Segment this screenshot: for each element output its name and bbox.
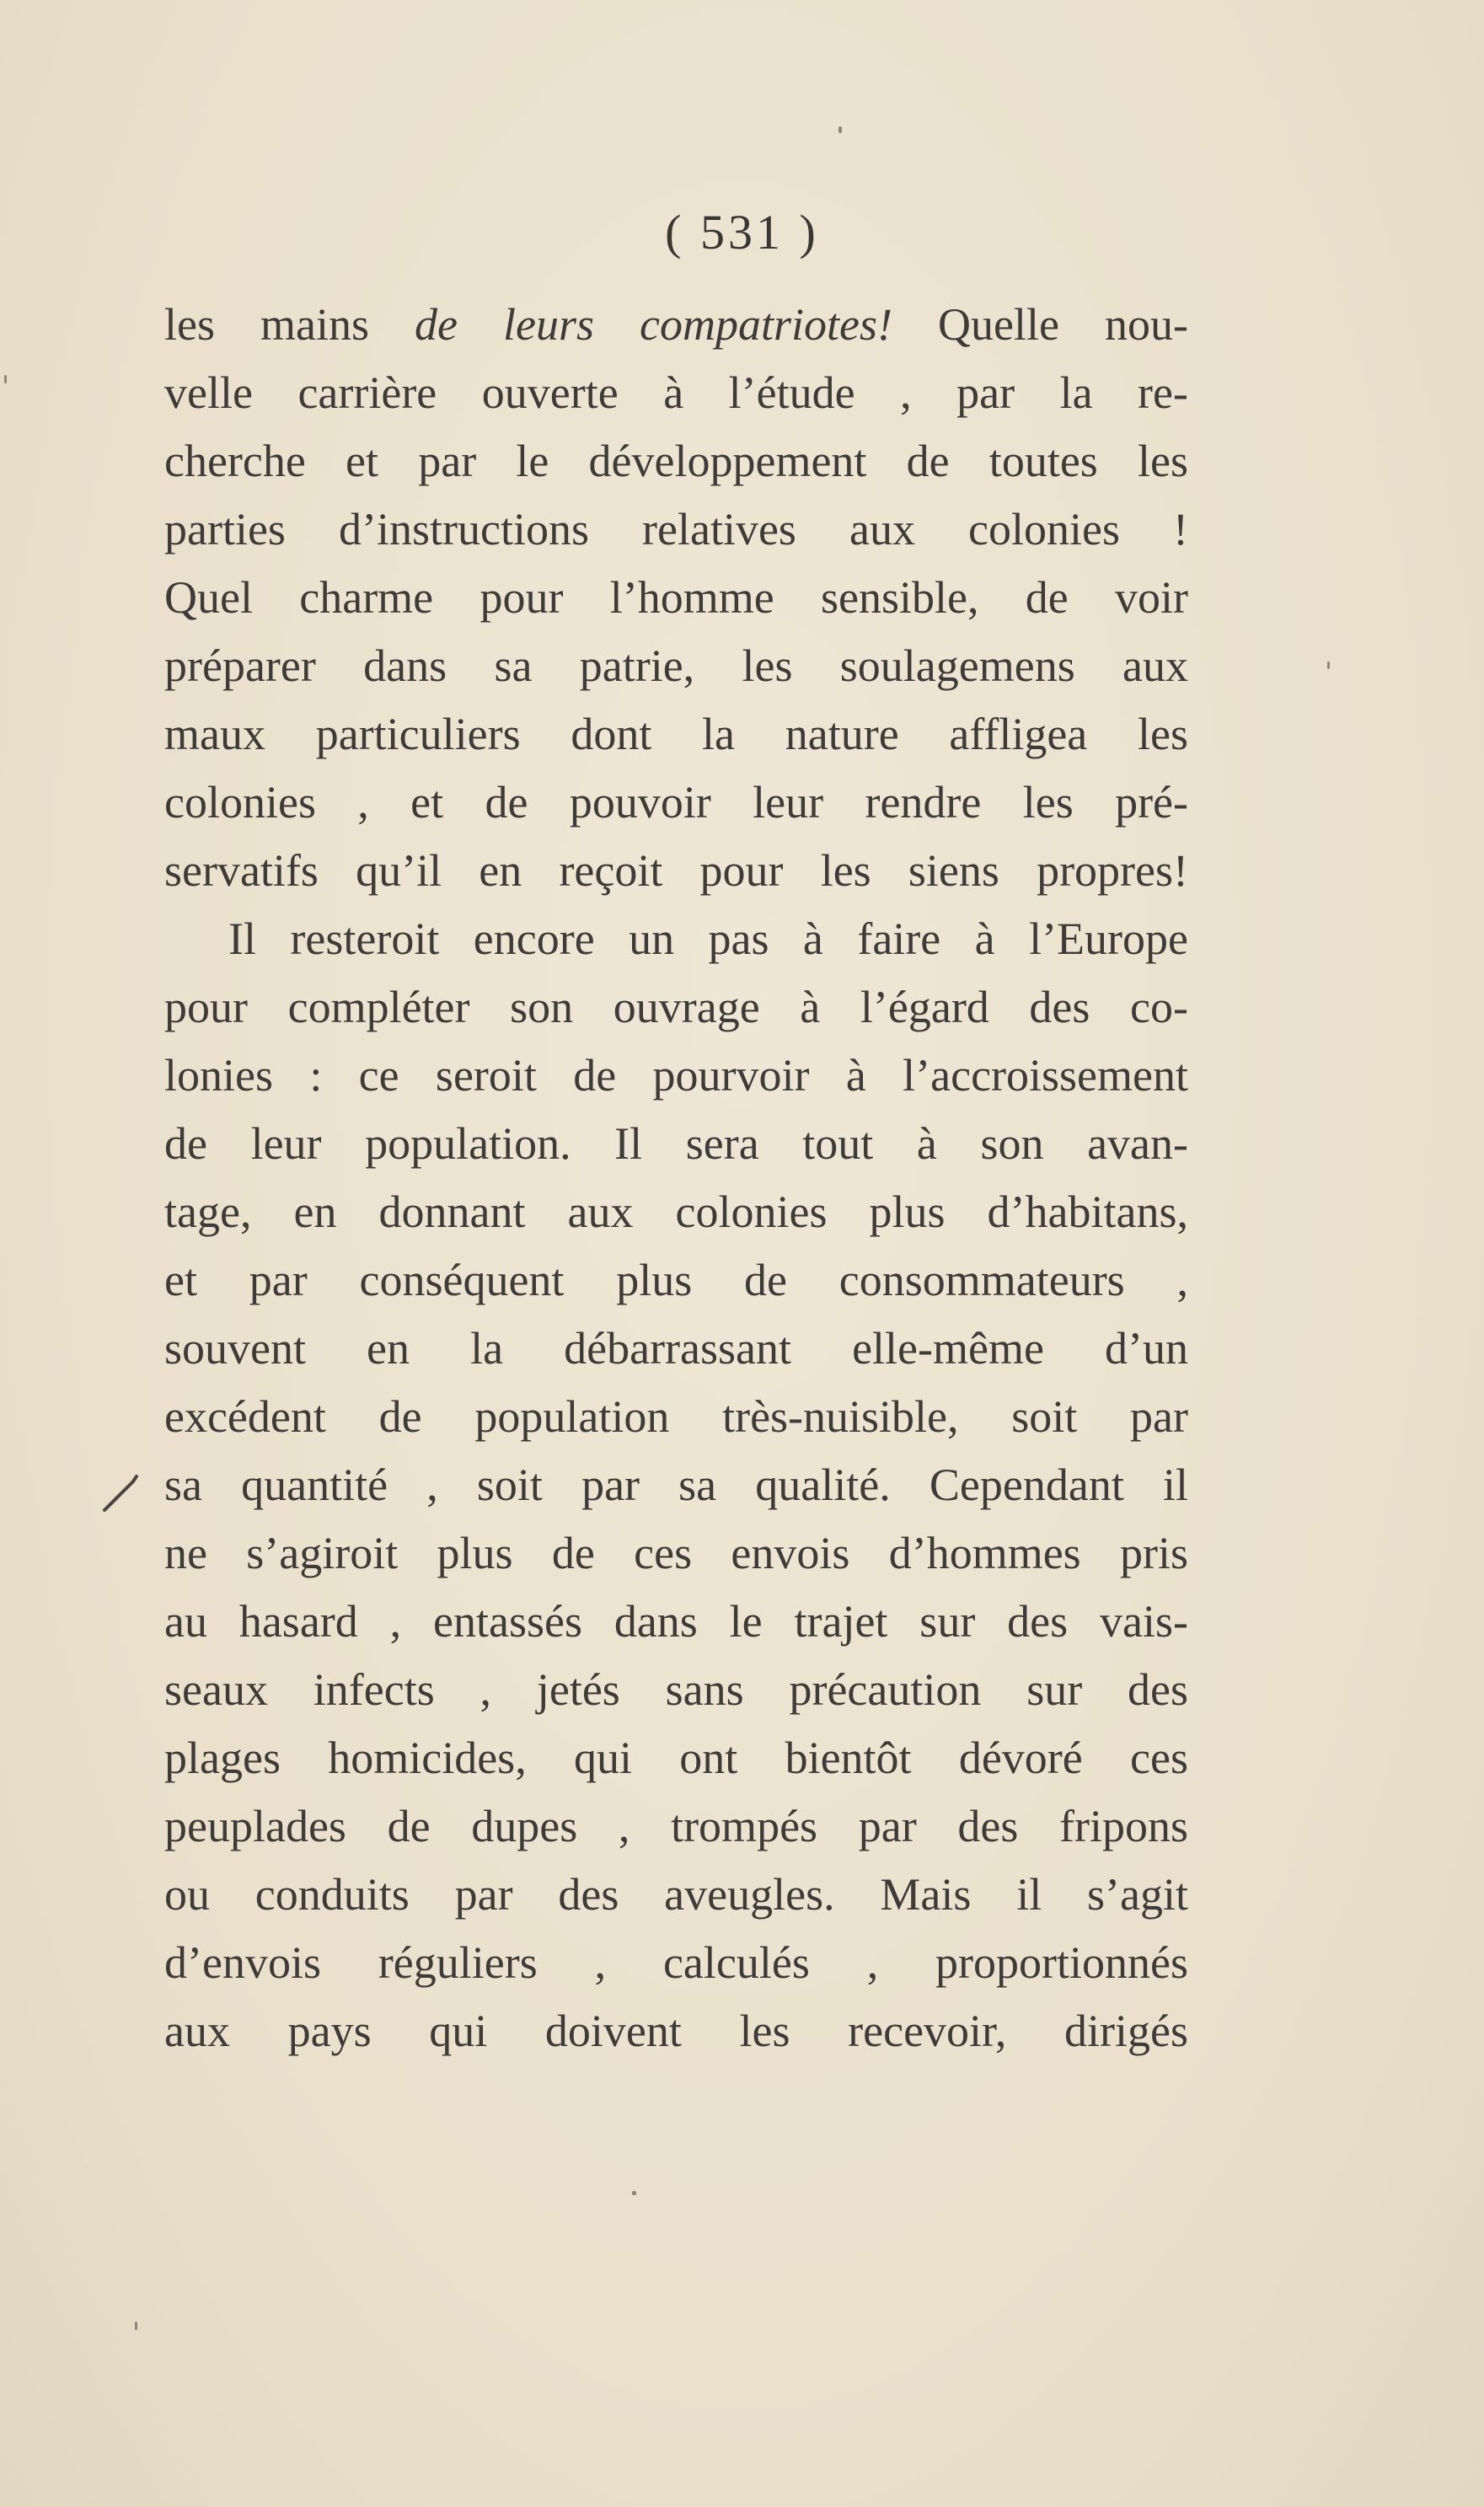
text-line: de leur population. Il sera tout à son avan-	[164, 1118, 1188, 1169]
text-line: Quel charme pour l’homme sensible, de voir	[164, 572, 1188, 623]
text-line: souvent en la débarrassant elle-même d’un	[164, 1323, 1188, 1374]
italic-phrase: de leurs compatriotes!	[415, 299, 893, 350]
body-text	[164, 291, 1188, 2065]
text-line: d’envois réguliers , calculés , proportionnés	[164, 1937, 1188, 1988]
text-line: tage, en donnant aux colonies plus d’habitans,	[164, 1187, 1188, 1237]
text-line: et par conséquent plus de consommateurs ,	[164, 1255, 1188, 1305]
text-line: lonies : ce seroit de pourvoir à l’accroissement	[164, 1050, 1188, 1101]
text-line: parties d’instructions relatives aux colonies !	[164, 504, 1188, 554]
text-line: maux particuliers dont la nature affligea les	[164, 709, 1188, 759]
paper-speck	[632, 2191, 636, 2195]
paper-speck	[838, 126, 842, 133]
paper-speck	[4, 375, 7, 383]
text-line: préparer dans sa patrie, les soulagemens aux	[164, 640, 1188, 691]
paper-speck	[1327, 662, 1330, 669]
text-line: pour compléter son ouvrage à l’égard des co-	[164, 982, 1188, 1032]
paragraph-first-line: Il resteroit encore un pas à faire à l’Europe	[228, 913, 1188, 964]
text-line: velle carrière ouverte à l’étude , par la re-	[164, 367, 1188, 418]
text-line: aux pays qui doivent les recevoir, dirigés	[164, 2006, 1188, 2056]
text-line: au hasard , entassés dans le trajet sur des vais-	[164, 1596, 1188, 1647]
pencil-check-mark-icon	[99, 1466, 158, 1517]
text-line: colonies , et de pouvoir leur rendre les pré-	[164, 777, 1188, 828]
text-line: plages homicides, qui ont bientôt dévoré ces	[164, 1733, 1188, 1783]
text-line: servatifs qu’il en reçoit pour les siens propres!	[164, 845, 1188, 896]
page-number: ( 531 )	[665, 205, 819, 260]
text-line: ne s’agiroit plus de ces envois d’hommes pris	[164, 1528, 1188, 1578]
paper-speck	[135, 2322, 137, 2330]
text-line	[164, 291, 1188, 359]
text-line: sa quantité , soit par sa qualité. Cependant il	[164, 1460, 1188, 1510]
text-line: peuplades de dupes , trompés par des fripons	[164, 1801, 1188, 1851]
text-line: excédent de population très-nuisible, soit par	[164, 1391, 1188, 1442]
text-run: Quelle nou-	[892, 299, 1188, 350]
text-run: les mains	[164, 299, 415, 350]
text-line: cherche et par le développement de toutes les	[164, 436, 1188, 486]
text-line: ou conduits par des aveugles. Mais il s’agit	[164, 1869, 1188, 1920]
text-line: seaux infects , jetés sans précaution sur des	[164, 1664, 1188, 1715]
